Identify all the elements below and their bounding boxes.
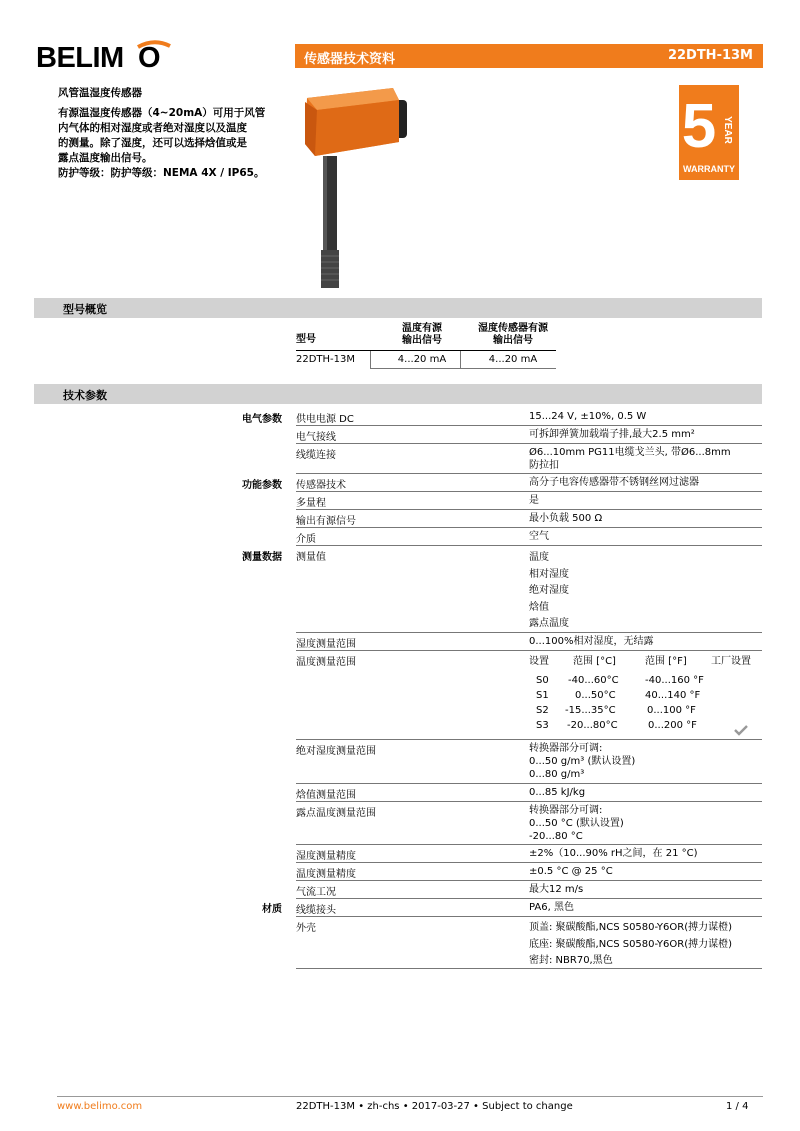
category-function: 功能参数	[242, 480, 282, 491]
temp-table-header-c: 范围 [°C]	[573, 656, 616, 667]
intro-line: 露点温度输出信号。	[58, 152, 153, 164]
row-separator	[296, 473, 762, 474]
param-label: 温度测量精度	[296, 869, 356, 880]
row-separator	[296, 739, 762, 740]
param-label: 介质	[296, 534, 316, 545]
measured-value: 温度	[529, 552, 549, 563]
param-value: 高分子电容传感器带不锈钢丝网过滤器	[529, 477, 699, 488]
param-value: 是	[529, 495, 539, 506]
warranty-year: YEAR	[722, 116, 733, 144]
warranty-text: WARRANTY	[683, 164, 735, 174]
category-electrical: 电气参数	[242, 414, 282, 425]
param-value: PA6, 黑色	[529, 902, 574, 913]
row-separator	[296, 443, 762, 444]
overview-divider	[460, 351, 461, 368]
overview-header-humid: 湿度传感器有源 输出信号	[478, 323, 548, 346]
check-icon	[734, 721, 748, 740]
temp-setting: S1	[536, 690, 549, 701]
param-label: 线缆接头	[296, 905, 336, 916]
housing-value: 底座: 聚碳酸酯,NCS S0580-Y6OR(搏力谋橙)	[529, 938, 733, 950]
param-label: 输出有源信号	[296, 516, 356, 527]
overview-rule-top	[370, 350, 556, 351]
param-label: 湿度测量精度	[296, 851, 356, 862]
param-label: 焓值测量范围	[296, 790, 356, 801]
temp-range-f: -40...160 °F	[645, 675, 704, 686]
svg-text:O: O	[138, 42, 161, 72]
intro-line: 有源温湿度传感器（4~20mA）可用于风管	[58, 107, 266, 119]
category-measurement: 测量数据	[242, 552, 282, 563]
row-separator	[296, 968, 762, 969]
category-material: 材质	[262, 904, 282, 915]
temp-range-f: 40...140 °F	[645, 690, 701, 701]
measured-value: 绝对湿度	[529, 585, 569, 596]
measured-values-list	[529, 550, 569, 633]
param-value: 最大12 m/s	[529, 884, 584, 895]
param-value: 可拆卸弹簧加载端子排,最大2.5 mm²	[529, 429, 695, 440]
param-value: 0...100%相对湿度，无结露	[529, 636, 654, 647]
row-separator	[296, 801, 762, 802]
row-separator	[296, 632, 762, 633]
measured-value: 露点温度	[529, 618, 569, 629]
param-label: 绝对湿度测量范围	[296, 746, 376, 757]
temp-table-header-setting: 设置	[529, 656, 549, 667]
warranty-badge	[679, 85, 739, 180]
section-overview	[34, 298, 762, 318]
doc-type-title: 传感器技术资料	[304, 52, 396, 67]
temp-setting: S2	[536, 705, 549, 716]
temp-table-header-f: 范围 [°F]	[645, 656, 687, 667]
row-separator	[296, 783, 762, 784]
row-separator	[296, 898, 762, 899]
measured-value: 焓值	[529, 601, 549, 613]
header-bar	[295, 44, 763, 68]
param-label: 线缆连接	[296, 450, 336, 461]
row-separator	[296, 509, 762, 510]
temp-range-c: -20...80°C	[567, 720, 618, 731]
param-label: 露点温度测量范围	[296, 808, 376, 819]
param-label: 外壳	[296, 923, 316, 934]
overview-divider	[370, 351, 371, 368]
param-label: 气流工况	[296, 887, 336, 898]
param-label: 测量值	[296, 552, 326, 563]
row-separator	[296, 545, 762, 546]
belimo-logo	[34, 40, 174, 72]
param-value: ±2%（10...90% rH之间，在 21 °C)	[529, 848, 698, 859]
intro-line: 的测量。除了湿度，还可以选择焓值或是	[58, 137, 247, 149]
param-value: 最小负载 500 Ω	[529, 513, 603, 524]
param-value: 15...24 V, ±10%, 0.5 W	[529, 411, 647, 422]
param-value: 转换器部分可调: 0...50 g/m³ (默认设置) 0...80 g/m³	[529, 743, 636, 780]
temp-table-header-factory: 工厂设置	[711, 656, 751, 667]
param-label: 湿度测量范围	[296, 639, 356, 650]
row-separator	[296, 916, 762, 917]
footer-url[interactable]: www.belimo.com	[57, 1101, 143, 1112]
logo-text: BELIM	[36, 42, 124, 72]
temp-range-f: 0...100 °F	[647, 705, 696, 716]
measured-value: 相对湿度	[529, 568, 569, 580]
section-tech	[34, 384, 762, 404]
section-title: 型号概览	[63, 303, 107, 316]
row-separator	[296, 527, 762, 528]
intro-line: 内气体的相对湿度或者绝对湿度以及温度	[58, 122, 247, 134]
temp-range-f: 0...200 °F	[648, 720, 697, 731]
param-value: 空气	[529, 531, 549, 542]
temp-range-c: -15...35°C	[565, 705, 616, 716]
housing-value: 顶盖: 聚碳酸酯,NCS S0580-Y6OR(搏力谋橙)	[529, 922, 733, 933]
overview-humid-signal: 4...20 mA	[488, 354, 538, 365]
intro-text	[58, 86, 288, 181]
temp-range-c: -40...60°C	[568, 675, 619, 686]
overview-header-temp: 温度有源 输出信号	[402, 323, 442, 346]
param-label: 电气接线	[296, 432, 336, 443]
temp-setting: S3	[536, 720, 549, 731]
product-code: 22DTH-13M	[667, 48, 753, 63]
row-separator	[296, 650, 762, 651]
product-title: 风管温湿度传感器	[58, 87, 142, 99]
param-value: Ø6...10mm PG11电缆戈兰头, 带Ø6...8mm 防拉扣	[529, 447, 731, 471]
param-label: 供电电源 DC	[296, 414, 354, 425]
param-value: 0...85 kJ/kg	[529, 787, 586, 798]
temp-setting: S0	[536, 675, 549, 686]
row-separator	[296, 491, 762, 492]
intro-line: 防护等级：防护等级：NEMA 4X / IP65。	[58, 167, 265, 179]
overview-rule-bottom	[370, 368, 556, 369]
overview-temp-signal: 4...20 mA	[397, 354, 447, 365]
warranty-number: 5	[681, 92, 717, 161]
param-value: 转换器部分可调: 0...50 °C (默认设置) -20...80 °C	[529, 805, 624, 842]
footer-rule	[57, 1096, 763, 1097]
row-separator	[296, 844, 762, 845]
param-label: 传感器技术	[296, 480, 346, 491]
housing-value: 密封: NBR70,黑色	[529, 955, 613, 966]
param-label: 多量程	[296, 498, 326, 509]
overview-header-type: 型号	[296, 334, 316, 345]
temp-range-c: 0...50°C	[575, 690, 616, 701]
param-value: ±0.5 °C @ 25 °C	[529, 866, 613, 877]
param-label: 温度测量范围	[296, 657, 356, 668]
housing-values	[529, 920, 732, 970]
row-separator	[296, 862, 762, 863]
row-separator	[296, 880, 762, 881]
row-separator	[296, 425, 762, 426]
footer-doc-info: 22DTH-13M • zh-chs • 2017-03-27 • Subject to change	[296, 1101, 573, 1112]
product-image	[295, 80, 425, 295]
footer-page-number: 1 / 4	[726, 1101, 749, 1112]
overview-model: 22DTH-13M	[296, 354, 356, 365]
section-title: 技术参数	[63, 389, 107, 402]
overview-rule-left	[296, 350, 370, 351]
